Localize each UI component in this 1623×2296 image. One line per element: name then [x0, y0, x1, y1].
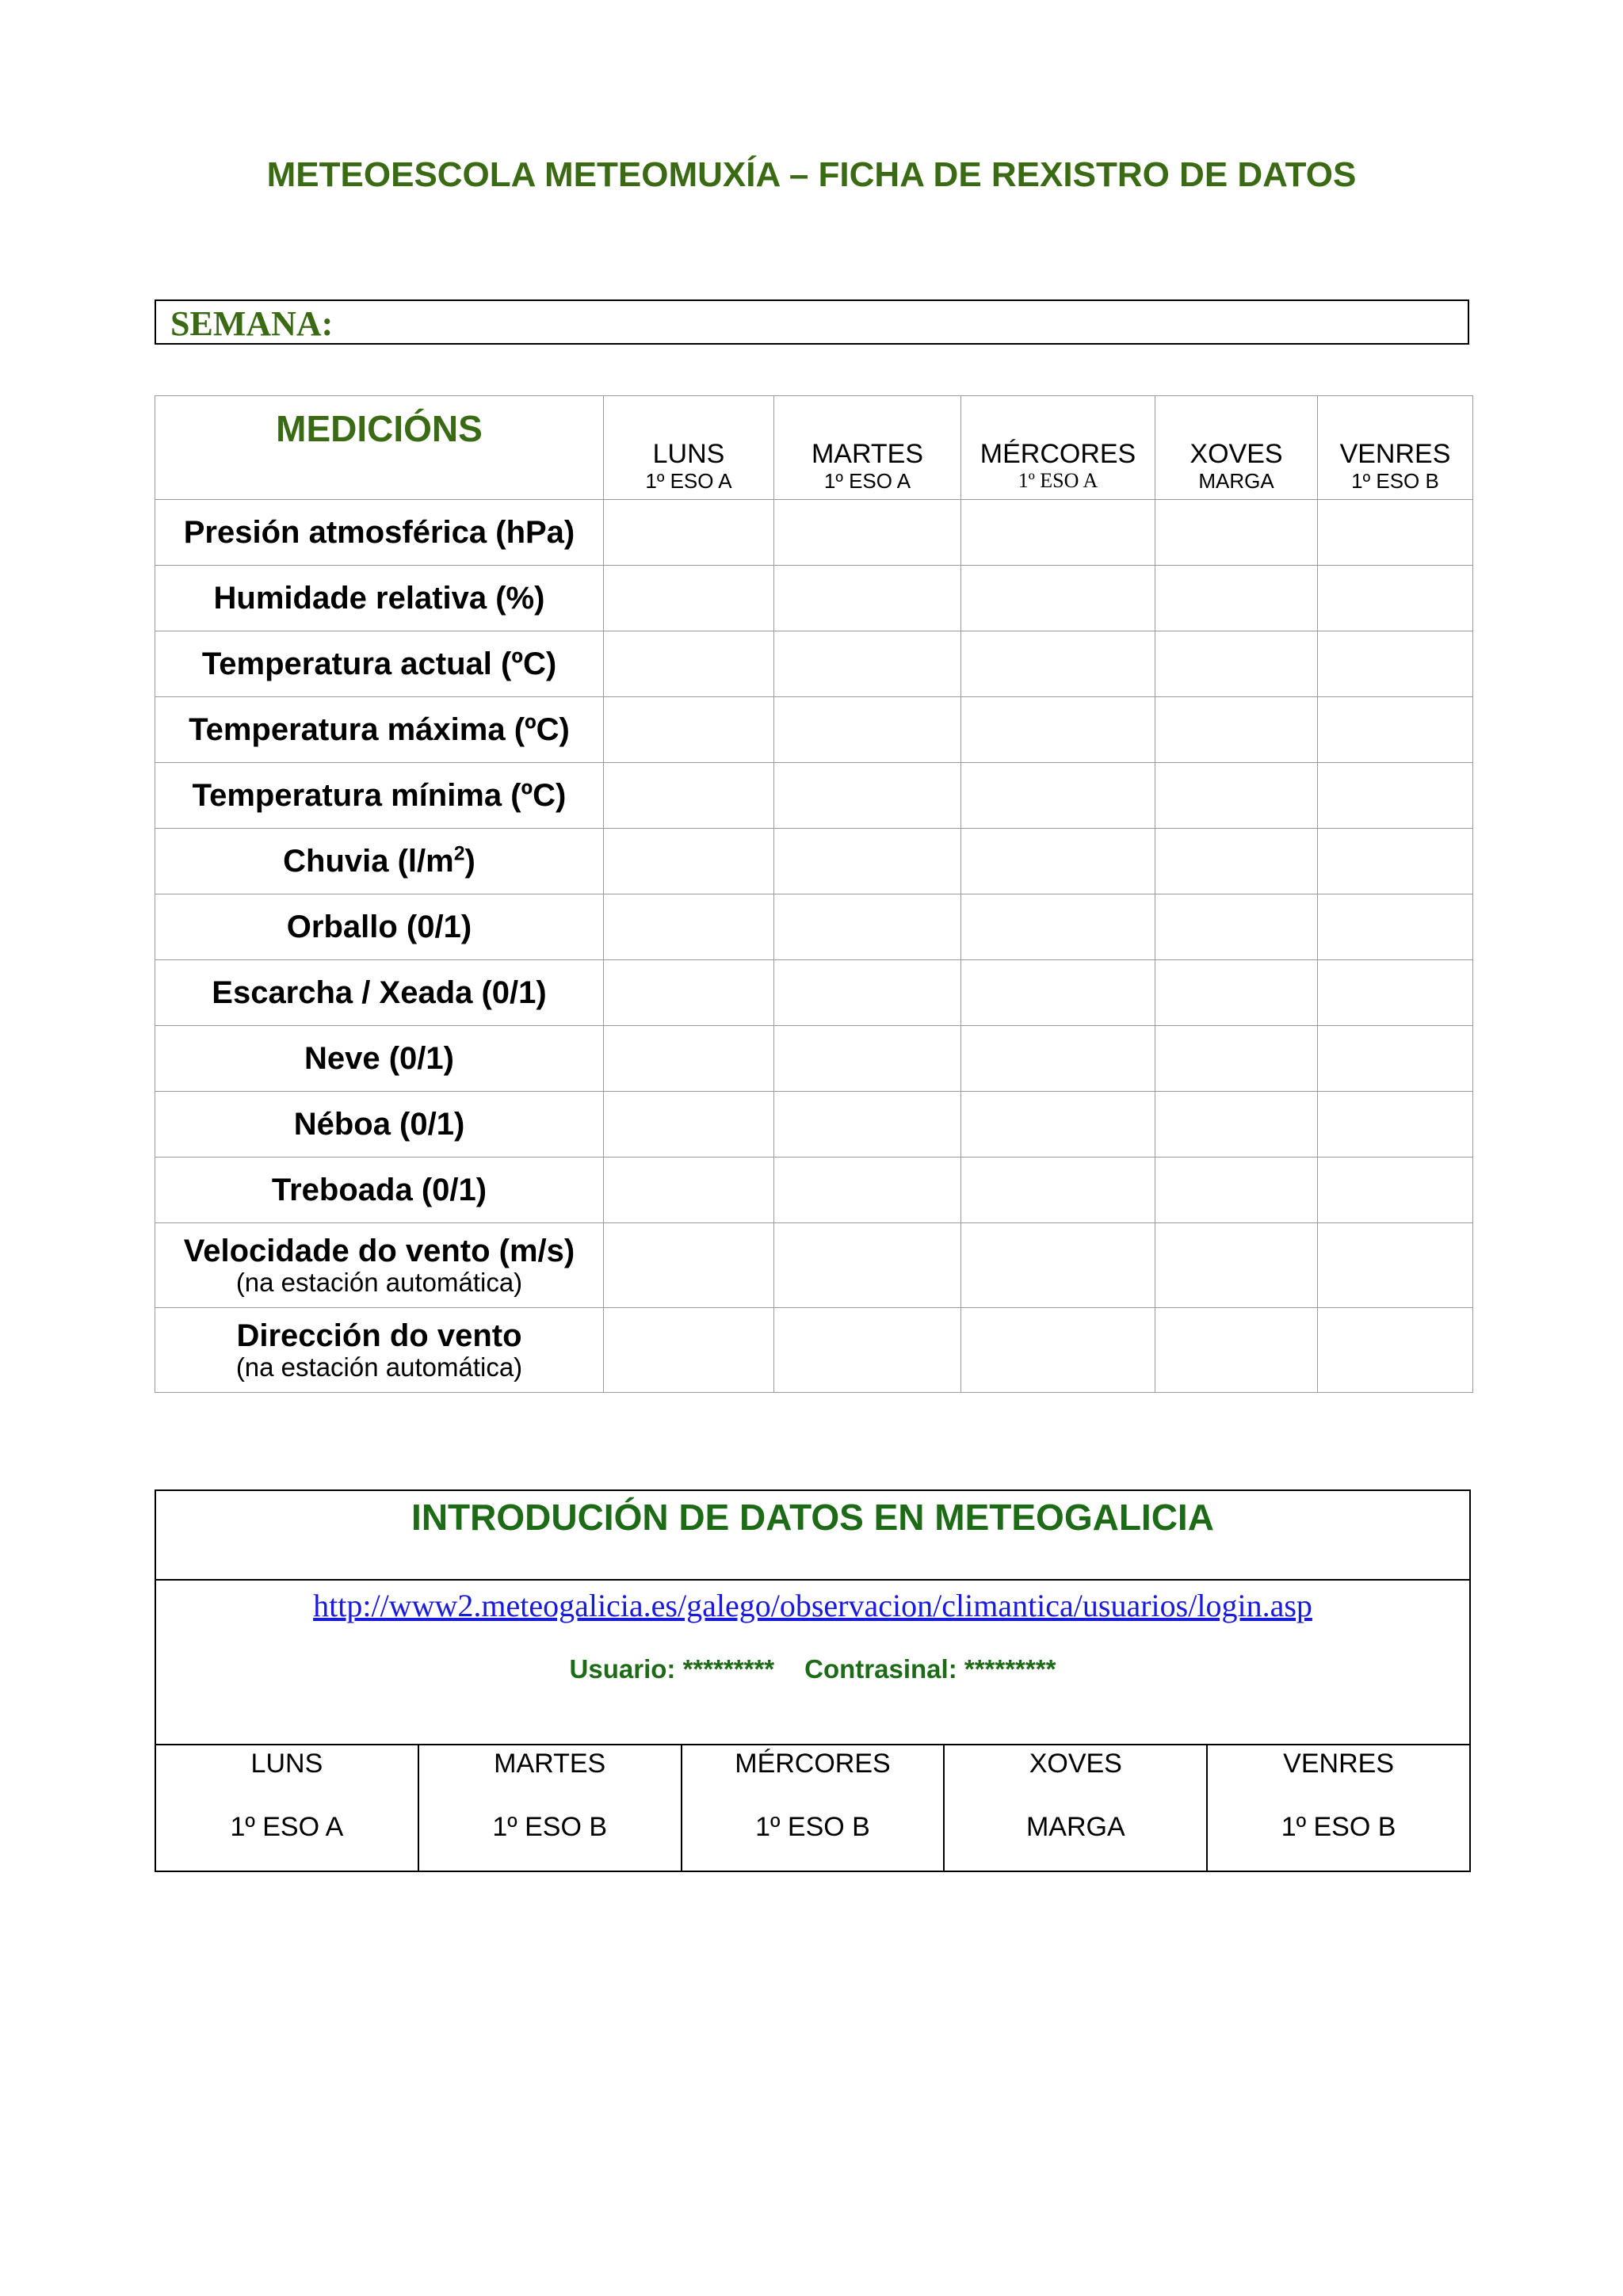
- entry-cell[interactable]: [604, 697, 774, 763]
- measurement-label: Treboada (0/1): [155, 1158, 604, 1223]
- entry-cell[interactable]: [774, 1158, 961, 1223]
- entry-cell[interactable]: [774, 894, 961, 960]
- entry-cell[interactable]: [1318, 1158, 1473, 1223]
- measurements-header-row: [155, 396, 1473, 500]
- entry-cell[interactable]: [961, 1308, 1155, 1393]
- entry-cell[interactable]: [774, 960, 961, 1026]
- measurement-row-neve: [155, 1026, 1473, 1092]
- meteogalicia-title: INTRODUCIÓN DE DATOS EN METEOGALICIA: [411, 1497, 1214, 1538]
- measurement-label: Humidade relativa (%): [155, 566, 604, 631]
- measurement-label-text: Chuvia (l/m: [283, 844, 454, 879]
- meteogalicia-title-row: [156, 1491, 1469, 1581]
- entry-cell[interactable]: [1318, 829, 1473, 894]
- entry-cell[interactable]: [774, 697, 961, 763]
- entry-cell[interactable]: [1155, 631, 1318, 697]
- password-label: Contrasinal: *********: [804, 1654, 1056, 1684]
- day-group: MARGA: [1198, 469, 1274, 493]
- entry-cell[interactable]: [961, 894, 1155, 960]
- day-name: XOVES: [1029, 1749, 1122, 1779]
- entry-cell[interactable]: [604, 829, 774, 894]
- measurement-row-chuvia: [155, 829, 1473, 894]
- entry-cell[interactable]: [1155, 1158, 1318, 1223]
- entry-cell[interactable]: [774, 1026, 961, 1092]
- measurement-label: Escarcha / Xeada (0/1): [155, 960, 604, 1026]
- entry-cell[interactable]: [604, 500, 774, 566]
- measurement-row-humidade: [155, 566, 1473, 631]
- measurement-label-note: (na estación automática): [235, 1268, 523, 1297]
- entry-cell[interactable]: [1318, 631, 1473, 697]
- entry-cell[interactable]: [961, 500, 1155, 566]
- entry-cell[interactable]: [1155, 566, 1318, 631]
- entry-cell[interactable]: [961, 566, 1155, 631]
- measurement-row-treboada: [155, 1158, 1473, 1223]
- entry-cell[interactable]: [604, 1026, 774, 1092]
- measurement-label-text: Velocidade do vento (m/s): [183, 1234, 575, 1268]
- day-name: MARTES: [494, 1749, 606, 1779]
- entry-cell[interactable]: [1318, 1223, 1473, 1308]
- entry-cell[interactable]: [1155, 1092, 1318, 1158]
- entry-cell[interactable]: [1318, 1026, 1473, 1092]
- day-group: MARGA: [1025, 1812, 1125, 1842]
- entry-cell[interactable]: [604, 631, 774, 697]
- day-group: 1º ESO A: [230, 1812, 344, 1842]
- user-label: Usuario: *********: [569, 1654, 775, 1684]
- measurement-row-direccion-vento: [155, 1308, 1473, 1393]
- measurement-label: Presión atmosférica (hPa): [155, 500, 604, 566]
- entry-cell[interactable]: [1155, 697, 1318, 763]
- measurement-label: Temperatura actual (ºC): [155, 631, 604, 697]
- measurements-corner-cell: [155, 396, 604, 500]
- day-name: MÉRCORES: [980, 439, 1136, 469]
- entry-cell[interactable]: [961, 829, 1155, 894]
- entry-cell[interactable]: [604, 1092, 774, 1158]
- entry-cell[interactable]: [1318, 894, 1473, 960]
- meteogalicia-credentials: [156, 1654, 1469, 1684]
- entry-cell[interactable]: [961, 1092, 1155, 1158]
- entry-cell[interactable]: [1155, 1308, 1318, 1393]
- entry-cell[interactable]: [1318, 1308, 1473, 1393]
- entry-cell[interactable]: [1318, 697, 1473, 763]
- entry-cell[interactable]: [604, 894, 774, 960]
- measurements-table: [155, 395, 1473, 1393]
- measurement-label: [155, 1223, 604, 1308]
- entry-cell[interactable]: [961, 1026, 1155, 1092]
- entry-cell[interactable]: [961, 763, 1155, 829]
- entry-cell[interactable]: [774, 631, 961, 697]
- day-group: 1º ESO B: [1351, 469, 1439, 493]
- measurement-label: Néboa (0/1): [155, 1092, 604, 1158]
- entry-cell[interactable]: [774, 1223, 961, 1308]
- entry-cell[interactable]: [1155, 500, 1318, 566]
- measurement-label: Neve (0/1): [155, 1026, 604, 1092]
- meteogalicia-day-luns: [156, 1745, 419, 1871]
- day-group: 1º ESO B: [755, 1812, 870, 1842]
- measurement-label: Orballo (0/1): [155, 894, 604, 960]
- entry-cell[interactable]: [604, 960, 774, 1026]
- semana-label: SEMANA:: [170, 304, 334, 343]
- day-group: 1º ESO B: [492, 1812, 608, 1842]
- day-name: LUNS: [250, 1749, 323, 1779]
- measurement-row-velocidade-vento: [155, 1223, 1473, 1308]
- day-name: MÉRCORES: [735, 1749, 891, 1779]
- day-header-luns: [604, 396, 774, 500]
- entry-cell[interactable]: [1318, 1092, 1473, 1158]
- entry-cell[interactable]: [1155, 829, 1318, 894]
- entry-cell[interactable]: [1155, 1223, 1318, 1308]
- measurement-label-sup: 2: [453, 843, 465, 865]
- entry-cell[interactable]: [1318, 500, 1473, 566]
- entry-cell[interactable]: [774, 1308, 961, 1393]
- entry-cell[interactable]: [961, 1223, 1155, 1308]
- entry-cell[interactable]: [604, 1158, 774, 1223]
- entry-cell[interactable]: [774, 500, 961, 566]
- measurement-row-neboa: [155, 1092, 1473, 1158]
- meteogalicia-day-xoves: [945, 1745, 1208, 1871]
- entry-cell[interactable]: [604, 566, 774, 631]
- measurement-row-orballo: [155, 894, 1473, 960]
- day-header-martes: [774, 396, 961, 500]
- day-group: 1º ESO A: [823, 469, 911, 493]
- measurement-label: Temperatura mínima (ºC): [155, 763, 604, 829]
- meteogalicia-box: [155, 1489, 1471, 1872]
- entry-cell[interactable]: [1318, 763, 1473, 829]
- measurements-title: MEDICIÓNS: [276, 408, 483, 449]
- day-name: LUNS: [652, 439, 725, 469]
- entry-cell[interactable]: [1155, 960, 1318, 1026]
- day-name: XOVES: [1190, 439, 1283, 469]
- entry-cell[interactable]: [774, 1092, 961, 1158]
- entry-cell[interactable]: [1318, 960, 1473, 1026]
- day-name: MARTES: [811, 439, 924, 469]
- entry-cell[interactable]: [774, 763, 961, 829]
- meteogalicia-days-row: [156, 1745, 1469, 1871]
- day-name: VENRES: [1283, 1749, 1394, 1779]
- meteogalicia-day-mercores: [682, 1745, 945, 1871]
- day-group: 1º ESO B: [1281, 1812, 1396, 1842]
- entry-cell[interactable]: [604, 1308, 774, 1393]
- entry-cell[interactable]: [961, 1158, 1155, 1223]
- document-title: METEOESCOLA METEOMUXÍA – FICHA DE REXISTRO DE DATOS: [266, 155, 1357, 194]
- measurement-label: [155, 829, 604, 894]
- measurement-label-text: Dirección do vento: [236, 1318, 522, 1353]
- meteogalicia-link-row: [156, 1581, 1469, 1745]
- entry-cell[interactable]: [961, 631, 1155, 697]
- semana-field[interactable]: [155, 299, 1469, 345]
- entry-cell[interactable]: [1155, 1026, 1318, 1092]
- entry-cell[interactable]: [1155, 763, 1318, 829]
- measurement-label-suffix: ): [464, 844, 475, 879]
- measurement-row-temp-minima: [155, 763, 1473, 829]
- day-group: 1º ESO A: [1018, 469, 1098, 492]
- day-header-venres: [1318, 396, 1473, 500]
- measurement-label: Temperatura máxima (ºC): [155, 697, 604, 763]
- measurement-row-temp-actual: [155, 631, 1473, 697]
- measurement-label: [155, 1308, 604, 1393]
- entry-cell[interactable]: [1318, 566, 1473, 631]
- entry-cell[interactable]: [961, 960, 1155, 1026]
- meteogalicia-day-martes: [419, 1745, 682, 1871]
- entry-cell[interactable]: [774, 566, 961, 631]
- day-header-mercores: [961, 396, 1155, 500]
- entry-cell[interactable]: [961, 697, 1155, 763]
- entry-cell[interactable]: [604, 1223, 774, 1308]
- day-name: VENRES: [1339, 439, 1451, 469]
- meteogalicia-day-venres: [1208, 1745, 1469, 1871]
- meteogalicia-login-link[interactable]: http://www2.meteogalicia.es/galego/observacion/climantica/usuarios/login.asp: [313, 1588, 1312, 1623]
- entry-cell[interactable]: [604, 763, 774, 829]
- measurement-row-presion: [155, 500, 1473, 566]
- measurement-row-temp-maxima: [155, 697, 1473, 763]
- measurement-label-note: (na estación automática): [235, 1352, 523, 1382]
- entry-cell[interactable]: [774, 829, 961, 894]
- entry-cell[interactable]: [1155, 894, 1318, 960]
- day-group: 1º ESO A: [645, 469, 732, 493]
- day-header-xoves: [1155, 396, 1318, 500]
- measurement-row-escarcha: [155, 960, 1473, 1026]
